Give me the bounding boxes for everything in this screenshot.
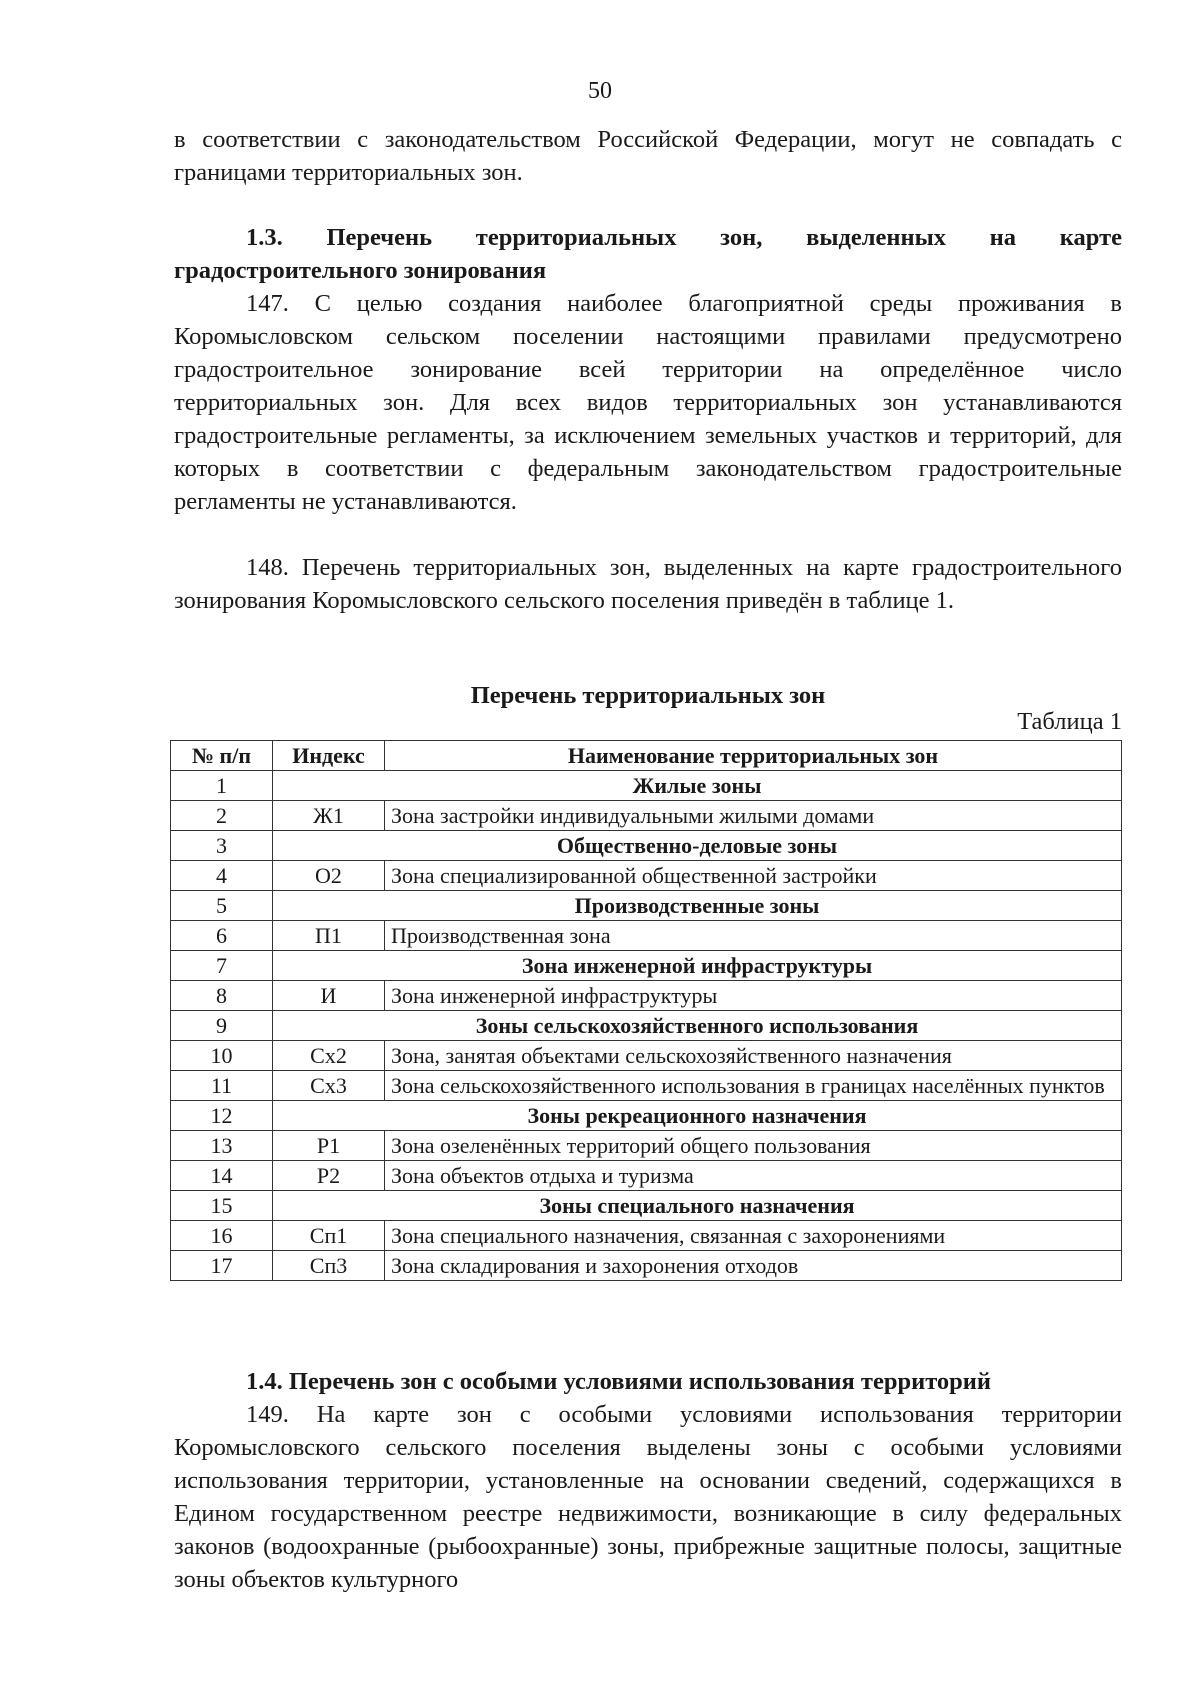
zone-name: Зона специального назначения, связанная с захоронениями [385, 1221, 1122, 1251]
zone-group-title: Зона инженерной инфраструктуры [273, 951, 1122, 981]
row-number: 13 [171, 1131, 273, 1161]
zone-name: Зона озеленённых территорий общего пользования [385, 1131, 1122, 1161]
zone-index: Сх3 [273, 1071, 385, 1101]
header-number: № п/п [171, 741, 273, 771]
row-number: 15 [171, 1191, 273, 1221]
zone-index: Сп3 [273, 1251, 385, 1281]
table-row [171, 921, 1122, 951]
zone-group-title: Зоны сельскохозяйственного использования [273, 1011, 1122, 1041]
row-number: 3 [171, 831, 273, 861]
intro-paragraph: в соответствии с законодательством Российской Федерации, могут не совпадать с границами территориальных зон. [174, 126, 1122, 186]
table-row [171, 1191, 1122, 1221]
table-row [171, 1041, 1122, 1071]
table-row [171, 1131, 1122, 1161]
paragraph-149: 149. На карте зон с особыми условиями использования территории Коромысловского сельского поселения выделены зоны с особыми условиями использования территории, установленные на основании сведений, содержащихся в Едином государственном реестре недвижимости, возникающие в силу федеральных законов (водоохранные (рыбоохранные) зоны, прибрежные защитные полосы, защитные зоны объектов культурного [174, 1401, 1122, 1593]
table-row [171, 861, 1122, 891]
table-header-row [171, 741, 1122, 771]
table-label: Таблица 1 [1017, 708, 1122, 735]
zone-name: Зона объектов отдыха и туризма [385, 1161, 1122, 1191]
zone-name: Зона складирования и захоронения отходов [385, 1251, 1122, 1281]
zone-index: О2 [273, 861, 385, 891]
table-row [171, 981, 1122, 1011]
zone-name: Зона специализированной общественной застройки [385, 861, 1122, 891]
zone-index: П1 [273, 921, 385, 951]
row-number: 5 [171, 891, 273, 921]
header-zone-name: Наименование территориальных зон [385, 741, 1122, 771]
zone-name: Зона, занятая объектами сельскохозяйственного назначения [385, 1041, 1122, 1071]
row-number: 4 [171, 861, 273, 891]
table-title: Перечень территориальных зон [470, 682, 826, 709]
zone-group-title: Зоны рекреационного назначения [273, 1101, 1122, 1131]
table-row [171, 831, 1122, 861]
table-row [171, 1251, 1122, 1281]
table-row [171, 1161, 1122, 1191]
row-number: 12 [171, 1101, 273, 1131]
table-row [171, 951, 1122, 981]
zone-index: Р1 [273, 1131, 385, 1161]
row-number: 10 [171, 1041, 273, 1071]
table-row [171, 1101, 1122, 1131]
row-number: 17 [171, 1251, 273, 1281]
zone-name: Зона сельскохозяйственного использования в границах населённых пунктов [385, 1071, 1122, 1101]
row-number: 8 [171, 981, 273, 1011]
zone-index: Сп1 [273, 1221, 385, 1251]
paragraph-148: 148. Перечень территориальных зон, выделенных на карте градостроительного зонирования Коромысловского сельского поселения приведён в таблице 1. [174, 554, 1122, 614]
table-row [171, 801, 1122, 831]
header-index: Индекс [273, 741, 385, 771]
zone-group-title: Жилые зоны [273, 771, 1122, 801]
row-number: 11 [171, 1071, 273, 1101]
zone-group-title: Общественно-деловые зоны [273, 831, 1122, 861]
section-1-3-heading: 1.3. Перечень территориальных зон, выделенных на карте градостроительного зонирования [174, 224, 1122, 284]
table-row [171, 891, 1122, 921]
zone-name: Производственная зона [385, 921, 1122, 951]
paragraph-147: 147. С целью создания наиболее благоприятной среды проживания в Коромысловском сельском поселении настоящими правилами предусмотрено градостроительное зонирование всей территории на определённое число территориальных зон. Для всех видов территориальных зон устанавливаются градостроительные регламенты, за исключением земельных участков и территорий, для которых в соответствии с федеральным законодательством градостроительные регламенты не устанавливаются. [174, 290, 1122, 515]
section-1-4-heading: 1.4. Перечень зон с особыми условиями использования территорий [246, 1368, 992, 1395]
zone-name: Зона инженерной инфраструктуры [385, 981, 1122, 1011]
table-row [171, 1221, 1122, 1251]
table-row [171, 771, 1122, 801]
zone-group-title: Производственные зоны [273, 891, 1122, 921]
row-number: 16 [171, 1221, 273, 1251]
zone-index: Р2 [273, 1161, 385, 1191]
zone-index: Сх2 [273, 1041, 385, 1071]
zone-index: Ж1 [273, 801, 385, 831]
row-number: 1 [171, 771, 273, 801]
zone-name: Зона застройки индивидуальными жилыми домами [385, 801, 1122, 831]
row-number: 6 [171, 921, 273, 951]
table-row [171, 1071, 1122, 1101]
zone-group-title: Зоны специального назначения [273, 1191, 1122, 1221]
row-number: 14 [171, 1161, 273, 1191]
row-number: 7 [171, 951, 273, 981]
page-number: 50 [588, 78, 612, 104]
table-row [171, 1011, 1122, 1041]
zone-index: И [273, 981, 385, 1011]
zones-table [170, 740, 1122, 1281]
row-number: 9 [171, 1011, 273, 1041]
row-number: 2 [171, 801, 273, 831]
